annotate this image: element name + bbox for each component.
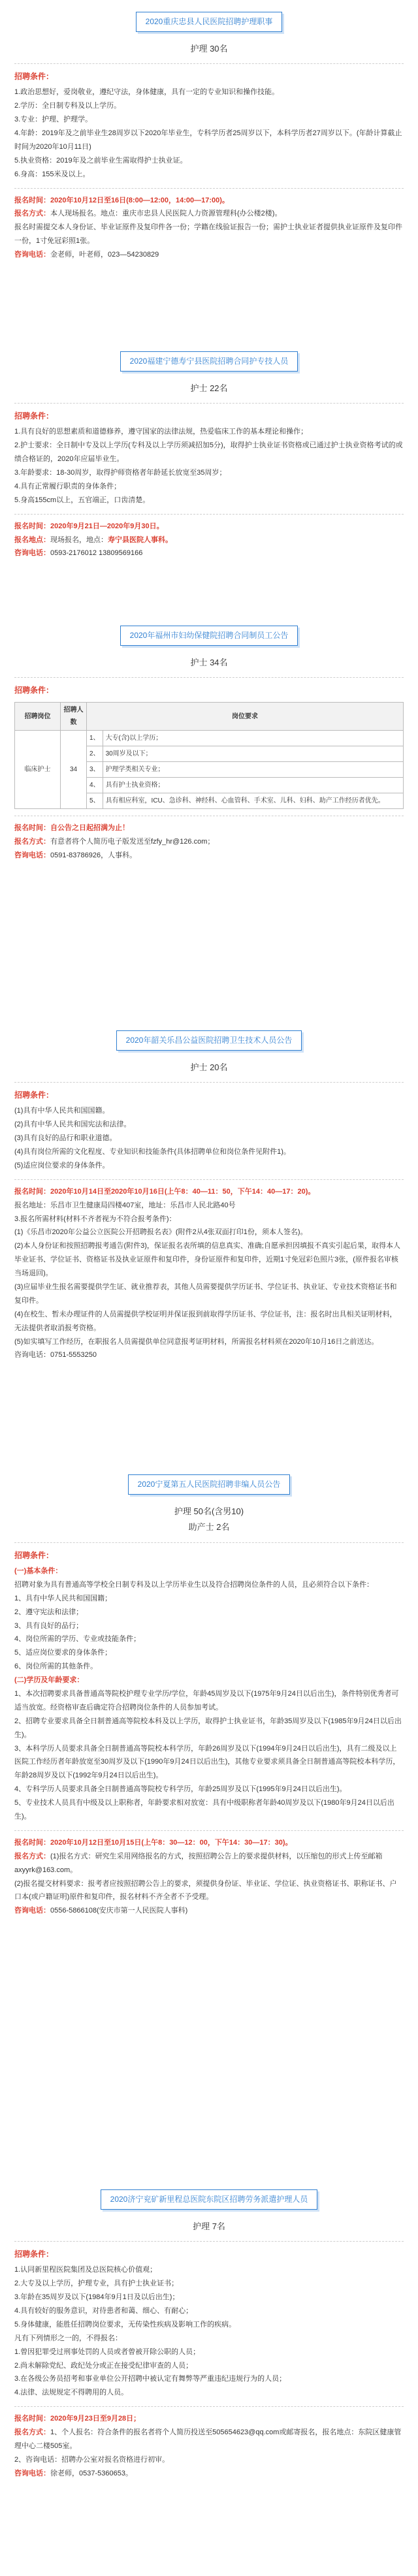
info-line: (5)如实填写工作经历，在职报名人员需提供单位同意报考证明材料，所需报名材料须在2020年10月16日之前送达。 [14, 1337, 379, 1346]
time-label: 报名时间： [14, 196, 50, 204]
table-cell-req: 具有护士执业资格； [103, 778, 403, 793]
positions: 护理 30名 [190, 43, 228, 54]
divider [14, 514, 404, 515]
table-header: 招聘岗位 [15, 703, 61, 731]
requirement-line: 2、招聘专业要求具备全日制普通高等院校本科及以上学历，取得护士执业证书，年龄35周岁及以下(1985年9月24日以后出生)。 [14, 1717, 402, 1739]
method-value: 1、个人报名：符合条件的报名者将个人简历投送至505654623@qq.com或邮寄报名，报名地点：东院区健康管理中心二楼505室。 [14, 2428, 402, 2450]
post-title[interactable]: 2020宁夏第五人民医院招聘非编人员公告 [128, 1474, 291, 1495]
info-line: (2)本人身份证和按照招聘报考通告(附件3)，保证报名表所填的信息真实、准确;自愿承担因填报不真实引起后果，取得本人毕业证书、学位证书、资格证书及执业证原件和复印件，身份证原件和复印件，近期1寸免冠彩色照片3张，(原件报名审核当场退回)。 [14, 1242, 400, 1278]
method-value: 本人现场报名。地点：重庆市忠县人民医院人力资源管理科(办公楼2楼)。 [50, 210, 282, 218]
requirement-line: 1.具有良好的思想素质和道德修养，遵守国家的法律法规，热爱临床工作的基本理论和操作； [14, 428, 308, 436]
job-post-chongqing [0, 0, 418, 262]
requirements-heading: 招聘条件： [14, 2250, 54, 2259]
requirement-line: 4.法律、法规规定不得聘用的人员。 [14, 2389, 129, 2397]
info-line: (1)《乐昌市2020年公益公立医院公开招聘报名表》(附件2从4张双面打印1份，须本人签名)。 [14, 1228, 308, 1237]
post-title[interactable]: 2020年韶关乐昌公益医院招聘卫生技术人员公告 [116, 1030, 302, 1051]
requirement-line: 3.年龄要求：18-30周岁，取得护师资格者年龄延长放宽至35周岁； [14, 468, 227, 477]
requirement-line: 4.年龄：2019年及之前毕业生28周岁以下2020年毕业生，专科学历者25周岁以下，本科学历者27周岁以下。(年龄计算截止时间为2020年10月11日) [14, 129, 402, 151]
method-label: 报名方式： [14, 2428, 50, 2437]
time-value: 2020年10月12日至10月15日(上午8：30—12：00，下午14：30—17：30)。 [50, 1838, 293, 1847]
time-value: 2020年9月23日至9月28日； [50, 2415, 141, 2423]
requirement-line: 1.曾因犯罪受过刑事处罚的人员或者曾被开除公职的人员； [14, 2347, 201, 2356]
contact-value: 0591-83786926，人事科。 [50, 851, 137, 860]
requirement-line: 1、具有中华人民共和国国籍； [14, 1594, 112, 1602]
requirement-line: 2.护士要求：全日制中专及以上学历(专科及以上学历须减招加5分)，取得护士执业证书资格或已通过护士执业资格考试的或绩合格证的，2020年应届毕业生。 [14, 441, 403, 464]
requirement-line: (5)适应岗位要求的身体条件。 [14, 1161, 110, 1169]
requirement-line: 6.身高：155米及以上。 [14, 170, 90, 178]
method-value: 有意者将个人简历电子版发送至fzfy_hr@126.com； [50, 838, 215, 846]
contact-label: 咨询电话： [14, 549, 50, 558]
requirement-line: (2)具有中华人民共和国宪法和法律。 [14, 1121, 131, 1129]
info-line: (3)应届毕业生报名需要提供学生证、就业推荐表，其他人员需要提供学历证书、学位证书、执业证、专业技术资格证书和复印件。 [14, 1282, 397, 1305]
time-label: 报名时间： [14, 824, 50, 833]
requirement-line: 1.认同新里程医院集团及总医院核心价值观； [14, 2266, 157, 2274]
contact-value: 徐老师，0537-5360653。 [50, 2469, 133, 2477]
divider [14, 1179, 404, 1180]
requirement-line: (1)具有中华人民共和国国籍。 [14, 1107, 110, 1115]
subheading: (二)学历及年龄要求： [14, 1676, 84, 1685]
job-post-anqing [0, 1463, 418, 1918]
requirement-line: 4、专科学历人员要求具备全日制普通高等院校专科学历，年龄25周岁及以下(1995年9月24日以后出生)。 [14, 1785, 347, 1794]
time-label: 报名时间： [14, 1187, 50, 1196]
requirements-table [14, 702, 404, 809]
positions: 护士 20名 [190, 1062, 228, 1072]
requirements-heading: 招聘条件： [14, 686, 54, 695]
requirement-line: 4、岗位所需的学历、专业或技能条件； [14, 1635, 141, 1644]
requirement-line: 2、遵守宪法和法律； [14, 1608, 84, 1616]
requirement-line: 3.年龄在35周岁及以下(1984年9月1日及以后出生)； [14, 2293, 180, 2302]
post-title[interactable]: 2020福建宁德寿宁县医院招聘合同护专技人员 [120, 351, 298, 372]
requirement-line: 3、具有良好的品行； [14, 1621, 84, 1630]
table-cell-req: 护理学类相关专业； [103, 762, 403, 778]
requirement-line: 3.专业：护理、护理学。 [14, 116, 93, 124]
divider [14, 63, 404, 64]
time-label: 报名时间： [14, 522, 50, 530]
requirement-line: 5.执业资格：2019年及之前毕业生需取得护士执业证。 [14, 156, 187, 165]
job-post-lechang [0, 1019, 418, 1362]
contact-value: 金老师，叶老师，023—54230829 [50, 251, 159, 259]
divider [14, 1830, 404, 1831]
subheading: (一)基本条件： [14, 1566, 63, 1575]
contact-value: 0556-5866108(安庆市第一人民医院人事科) [50, 1907, 188, 1915]
method-label: 报名方式： [14, 210, 50, 218]
method-line: (2)报名提交材料要求：报考者应按照招聘公告上的要求，须提供身份证、毕业证、学位证、执业资格证书、职称证书、户口本(或户籍证明)原件和复印件，报名材料不齐全者不予受理。 [14, 1879, 397, 1901]
time-value: 2020年9月21日—2020年9月30日。 [50, 522, 164, 530]
requirement-line: 6、岗位所需的其他条件。 [14, 1662, 98, 1671]
positions: 护理 7名 [193, 2221, 225, 2231]
table-cell-no: 3、 [87, 762, 103, 778]
table-cell-no: 1、 [87, 731, 103, 746]
requirement-line: 凡有下列情形之一的，不得报名： [14, 2334, 122, 2342]
time-value: 2020年10月14日至2020年10月16日(上午8：40—11：50，下午14：40—17：20)。 [50, 1187, 315, 1196]
table-cell-req: 大专(含)以上学历； [103, 731, 403, 746]
place-value: 寿宁县医院人事科。 [108, 535, 172, 544]
time-value: 2020年10月12日至16日(8:00—12:00，14:00—17:00)。 [50, 196, 229, 204]
time-value: 自公告之日起招满为止！ [50, 824, 129, 833]
divider [14, 2406, 404, 2407]
job-post-shouning [0, 340, 418, 560]
contact-label: 咨询电话： [14, 851, 50, 860]
requirement-line: (4)具有岗位所需的文化程度、专业知识和技能条件(具体招聘单位和岗位条件见附件1)。 [14, 1147, 291, 1156]
requirements-heading: 招聘条件： [14, 411, 54, 421]
requirement-line: 5、专业技术人员具有中级及以上职称者，年龄要求相对放宽：具有中级职称者年龄40周岁及以下(1980年9月24日以后出生)。 [14, 1799, 394, 1821]
time-label: 报名时间： [14, 1838, 50, 1847]
materials-note: 报名时需提交本人身份证、毕业证原件及复印件各一份；学籍在线验证报告一份；需护士执业证者提供执业证原件及复印件一份，1寸免冠彩照1张。 [14, 223, 402, 246]
table-cell-count: 34 [61, 731, 87, 809]
divider [14, 188, 404, 189]
table-cell-no: 5、 [87, 793, 103, 809]
method-value: (1)报名方式：研究生采用网络报名的方式，按照招聘公告上的要求提供材料，以压缩包的形式上传至邮箱axyyrk@163.com。 [14, 1852, 383, 1874]
divider [14, 1542, 404, 1543]
post-title[interactable]: 2020年福州市妇幼保健院招聘合同制员工公告 [120, 626, 298, 646]
info-line: 3.报名所需材料(材料不齐者视为不符合报考条件)： [14, 1215, 176, 1223]
table-header: 岗位要求 [87, 703, 404, 731]
requirement-line: 5.身体健康，能胜任招聘岗位要求，无传染性疾病及影响工作的疾病。 [14, 2320, 236, 2329]
divider [14, 2241, 404, 2242]
requirements-heading: 招聘条件： [14, 72, 54, 82]
requirement-line: 招聘对象为具有普通高等学校全日制专科及以上学历毕业生以及符合招聘岗位条件的人员，且必须符合以下条件： [14, 1580, 374, 1589]
contact-label: 咨询电话： [14, 1907, 50, 1915]
method-line: 2、咨询电话：招聘办公室对报名资格进行初审。 [14, 2455, 170, 2464]
requirement-line: 5.身高155cm以上，五官端正，口齿清楚。 [14, 496, 150, 504]
positions-secondary: 助产士 2名 [188, 1522, 230, 1533]
place-prefix: 现场报名，地点： [50, 535, 108, 544]
positions: 护理 50名(含男10) [174, 1506, 244, 1516]
time-label: 报名时间： [14, 2415, 50, 2423]
requirement-line: 2.尚未解除党纪、政纪处分或正在接受纪律审查的人员； [14, 2361, 193, 2370]
requirement-line: 1、本次招聘要求具备普通高等院校护理专业学历/学位，年龄45周岁及以下(1975年9月24日以后出生)，条件特别优秀者可适当放宽。经资格审查后确定符合招聘岗位条件的人员参加考试。 [14, 1689, 399, 1711]
method-label: 报名方式： [14, 1852, 50, 1860]
requirement-line: 3.在各级公务员招考和事业单位公开招聘中被认定有舞弊等严重违纪违规行为的人员； [14, 2375, 287, 2383]
contact-label: 咨询电话： [14, 2469, 50, 2477]
method-label: 报名方式： [14, 838, 50, 846]
divider [14, 677, 404, 678]
positions: 护士 34名 [190, 657, 228, 667]
requirement-line: (3)具有良好的品行和职业道德。 [14, 1134, 117, 1143]
table-cell-req: 30周岁及以下； [103, 746, 403, 762]
place-label: 报名地点： [14, 535, 50, 544]
info-line: 报名地址：乐昌市卫生健康局四楼407室，地址：乐昌市人民北路40号 [14, 1201, 236, 1209]
contact-label: 咨询电话： [14, 251, 50, 259]
requirement-line: 3、本科学历人员要求具备全日制普通高等院校本科学历，年龄26周岁及以下(1994年9月24日以后出生)，具有二级及以上医院工作经历者年龄放宽至30周岁及以下(1990年9月24日以后出生)，其他专业要求须具备全日制普通高等院校本科学历，年龄28周岁及以下(1992年9月24日以后出生)。 [14, 1744, 400, 1780]
table-cell-post: 临床护士 [15, 731, 61, 809]
positions: 护士 22名 [190, 383, 228, 393]
post-title[interactable]: 2020济宁兖矿新里程总医院东院区招聘劳务派遣护理人员 [101, 2189, 318, 2210]
table-header: 招聘人数 [61, 703, 87, 731]
post-title[interactable]: 2020重庆忠县人民医院招聘护理职事 [136, 12, 283, 32]
requirement-line: 2.大专及以上学历，护理专业，具有护士执业证书； [14, 2280, 179, 2288]
info-line: (4)在校生、暂未办理证件的人员需提供学校证明并保证报到前取得学历证书、学位证书，注：报名时出具相关证明材料，无法提供者取消报考资格。 [14, 1310, 397, 1332]
requirement-line: 5、适应岗位要求的身体条件； [14, 1649, 112, 1657]
requirements-heading: 招聘条件： [14, 1551, 54, 1561]
requirement-line: 4.具有正常履行职责的身体条件； [14, 482, 121, 490]
divider [14, 1082, 404, 1083]
job-post-fuzhou [0, 614, 418, 863]
requirements-heading: 招聘条件： [14, 1090, 54, 1100]
table-cell-no: 2、 [87, 746, 103, 762]
job-post-jining [0, 2178, 418, 2481]
table-cell-req: 具有相应科室，ICU、急诊科、神经科、心血管科、手术室、儿科、妇科、助产工作经历者优先。 [103, 793, 403, 809]
requirement-line: 4.具有较好的服务意识，对待患者和蔼、细心、有耐心； [14, 2306, 193, 2315]
requirement-line: 1.政治思想好，爱岗敬业，遵纪守法，身体健康，具有一定的专业知识和操作技能。 [14, 88, 280, 97]
divider [14, 403, 404, 404]
table-cell-no: 4、 [87, 778, 103, 793]
requirement-line: 2.学历：全日制专科及以上学历。 [14, 102, 121, 110]
contact-value: 0593-2176012 13809569166 [50, 549, 143, 558]
contact-line: 咨询电话：0751-5553250 [14, 1351, 97, 1360]
